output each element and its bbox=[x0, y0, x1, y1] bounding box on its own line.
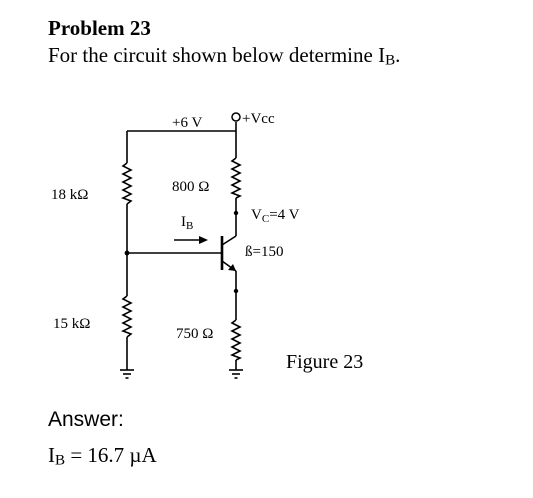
collector-node-dot bbox=[234, 211, 238, 215]
resistor-800-icon bbox=[232, 158, 240, 198]
re-label: 750 Ω bbox=[176, 326, 214, 342]
ib-label: $I_B$ bbox=[181, 214, 194, 232]
answer-subscript: B bbox=[55, 452, 66, 469]
resistor-18k-icon bbox=[123, 163, 131, 204]
emitter-node-dot bbox=[234, 289, 238, 293]
ground-right-icon bbox=[229, 370, 243, 378]
answer-label: Answer: bbox=[48, 408, 124, 431]
rc-label: 800 Ω bbox=[172, 179, 210, 195]
r2-label: 15 kΩ bbox=[53, 316, 91, 332]
prompt-text: For the circuit shown below determine I bbox=[48, 43, 386, 67]
resistor-750-icon bbox=[232, 320, 240, 360]
resistor-15k-icon bbox=[123, 296, 131, 337]
supply-voltage-label: +6 V bbox=[172, 115, 203, 131]
answer-symbol: I bbox=[48, 443, 55, 467]
base-current-arrow-icon bbox=[174, 236, 208, 244]
vc-label: $V_C=4$ V bbox=[251, 207, 300, 225]
answer-number: = 16.7 µA bbox=[65, 443, 157, 467]
vcc-terminal-icon bbox=[232, 113, 240, 121]
npn-transistor-icon bbox=[222, 236, 236, 271]
prompt-period: . bbox=[395, 43, 401, 67]
base-node-dot bbox=[125, 251, 130, 256]
prompt-subscript: B bbox=[385, 52, 396, 69]
vcc-label: +Vcc bbox=[242, 111, 275, 127]
figure-caption: Figure 23 bbox=[286, 351, 364, 373]
r1-label: 18 kΩ bbox=[51, 187, 89, 203]
ground-left-icon bbox=[120, 370, 134, 378]
answer-value bbox=[48, 443, 157, 469]
problem-title: Problem 23 bbox=[48, 16, 151, 40]
beta-label: ß=150 bbox=[245, 244, 284, 260]
